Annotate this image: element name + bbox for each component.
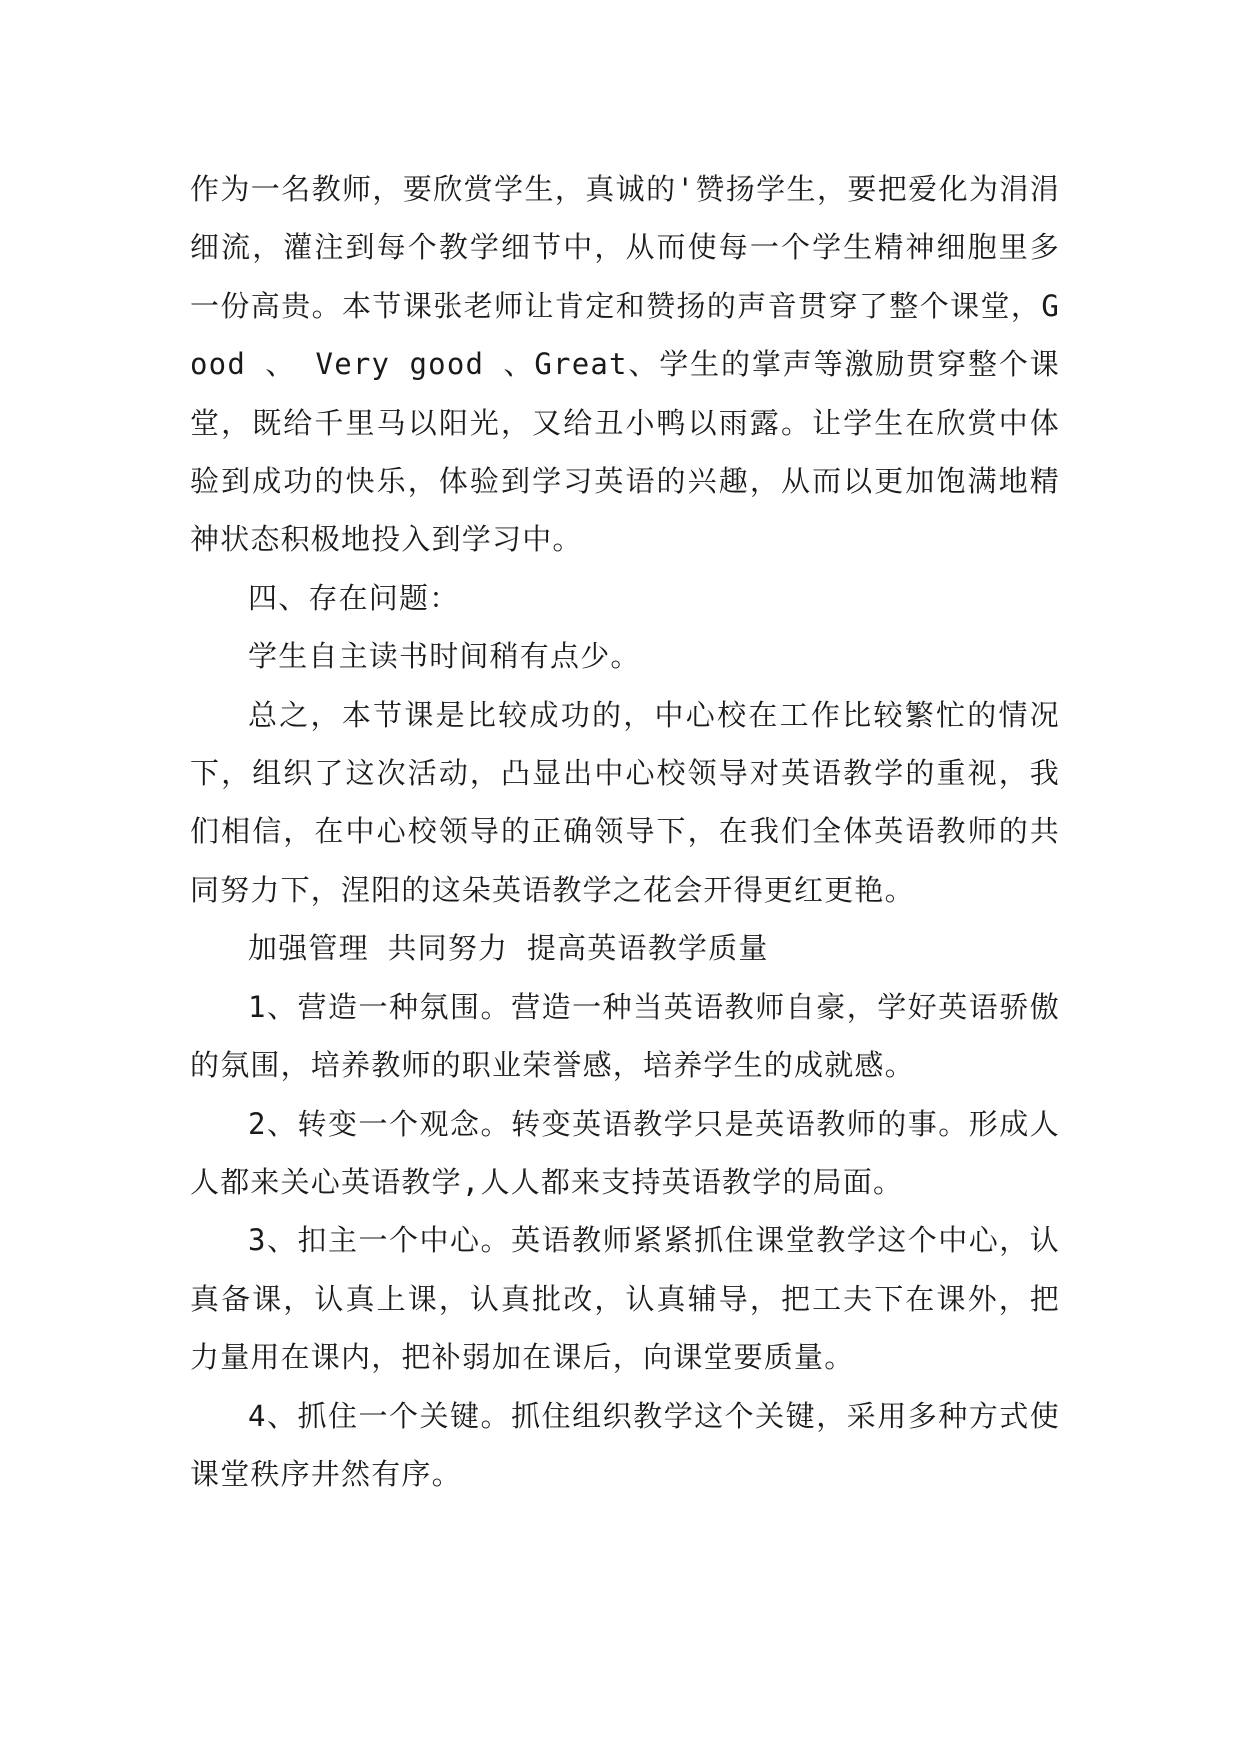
list-item-key: 4、抓住一个关键。抓住组织教学这个关键，采用多种方式使课堂秩序井然有序。 (190, 1398, 1060, 1491)
list-item-center: 3、扣主一个中心。英语教师紧紧抓住课堂教学这个中心，认真备课，认真上课，认真批改，认真辅导，把工夫下在课外，把力量用在课内，把补弱加在课后，向课堂要质量。 (190, 1223, 1060, 1375)
section-title-management: 加强管理 共同努力 提高英语教学质量 (248, 931, 769, 966)
paragraph-problem-detail: 学生自主读书时间稍有点少。 (248, 639, 641, 674)
section-heading-problems: 四、存在问题： (248, 580, 460, 615)
paragraph-praise-students: 作为一名教师，要欣赏学生，真诚的'赞扬学生，要把爱化为涓涓细流，灌注到每个教学细节中，从而使每一个学生精神细胞里多一份高贵。本节课张老师让肯定和赞扬的声音贯穿了整个课堂，Good 、 Very good 、Great、学生的掌声等激励贯穿整个课堂，既给千里马以阳光，又给丑小鸭以雨露。让学生在欣赏中体验到成功的快乐，体验到学习英语的兴趣，从而以更加饱满地精神状态积极地投入到学习中。 (190, 172, 1060, 557)
paragraph-conclusion: 总之，本节课是比较成功的，中心校在工作比较繁忙的情况下，组织了这次活动，凸显出中心校领导对英语教学的重视，我们相信，在中心校领导的正确领导下，在我们全体英语教师的共同努力下，涅阳的这朵英语教学之花会开得更红更艳。 (190, 697, 1060, 907)
list-item-atmosphere: 1、营造一种氛围。营造一种当英语教师自豪，学好英语骄傲的氛围，培养教师的职业荣誉感，培养学生的成就感。 (190, 989, 1060, 1083)
document-body (190, 160, 1060, 1503)
list-item-concept: 2、转变一个观念。转变英语教学只是英语教师的事。形成人人都来关心英语教学,人人都来支持英语教学的局面。 (190, 1106, 1060, 1199)
